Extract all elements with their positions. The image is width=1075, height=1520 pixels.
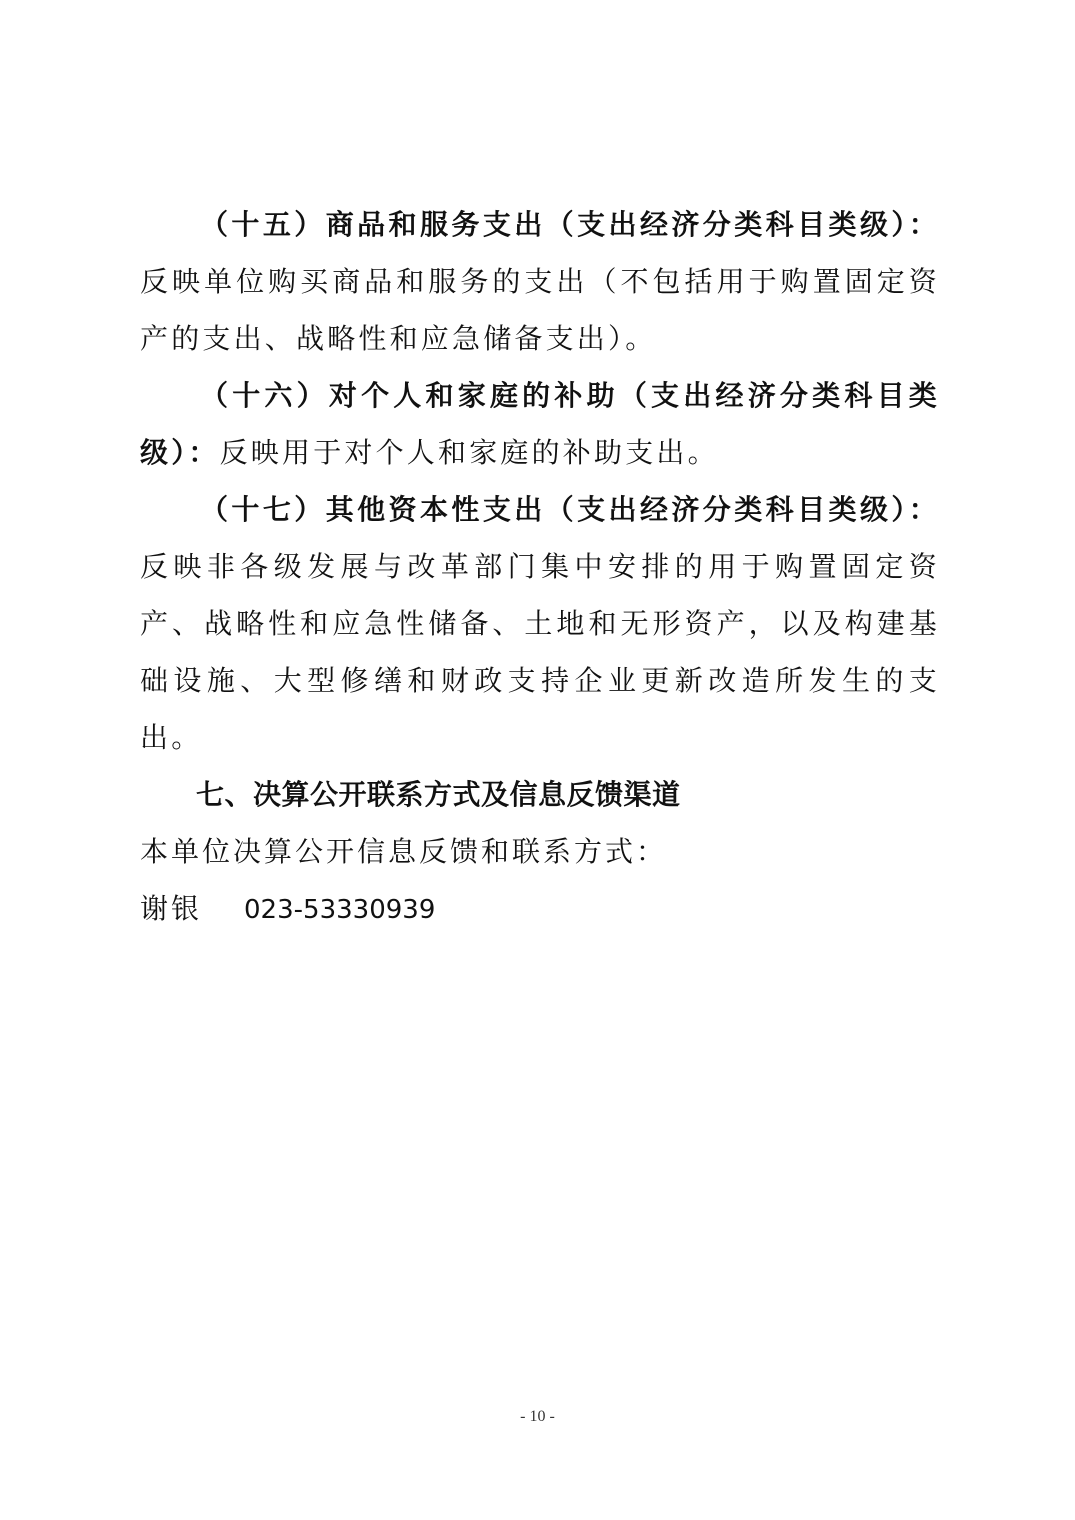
item-description: 反映非各级发展与改革部门集中安排的用于购置固定资产、战略性和应急性储备、土地和无形资产，以及构建基础设施、大型修缮和财政支持企业更新改造所发生的支出。 bbox=[140, 550, 940, 754]
item-term: （十七）其他资本性支出（支出经济分类科目类级）： bbox=[200, 493, 940, 526]
document-body bbox=[140, 196, 940, 939]
item-commodities-services bbox=[140, 196, 940, 367]
section-heading: 七、决算公开联系方式及信息反馈渠道 bbox=[196, 778, 681, 811]
item-other-capital-expenditure bbox=[140, 481, 940, 766]
item-description: 反映用于对个人和家庭的补助支出。 bbox=[219, 436, 719, 469]
item-description: 反映单位购买商品和服务的支出（不包括用于购置固定资产的支出、战略性和应急储备支出）。 bbox=[140, 265, 940, 355]
contact-intro: 本单位决算公开信息反馈和联系方式： bbox=[140, 835, 668, 868]
contact-info bbox=[140, 880, 940, 939]
contact-phone: 023-53330939 bbox=[244, 895, 436, 925]
item-term: （十六）对个人和家庭的补助（支出经济分类科目类级）： bbox=[140, 379, 940, 469]
contact-name: 谢银 bbox=[140, 892, 203, 925]
item-term: （十五）商品和服务支出（支出经济分类科目类级）： bbox=[200, 208, 940, 241]
item-household-subsidies bbox=[140, 367, 940, 481]
page-number: - 10 - bbox=[520, 1408, 555, 1425]
